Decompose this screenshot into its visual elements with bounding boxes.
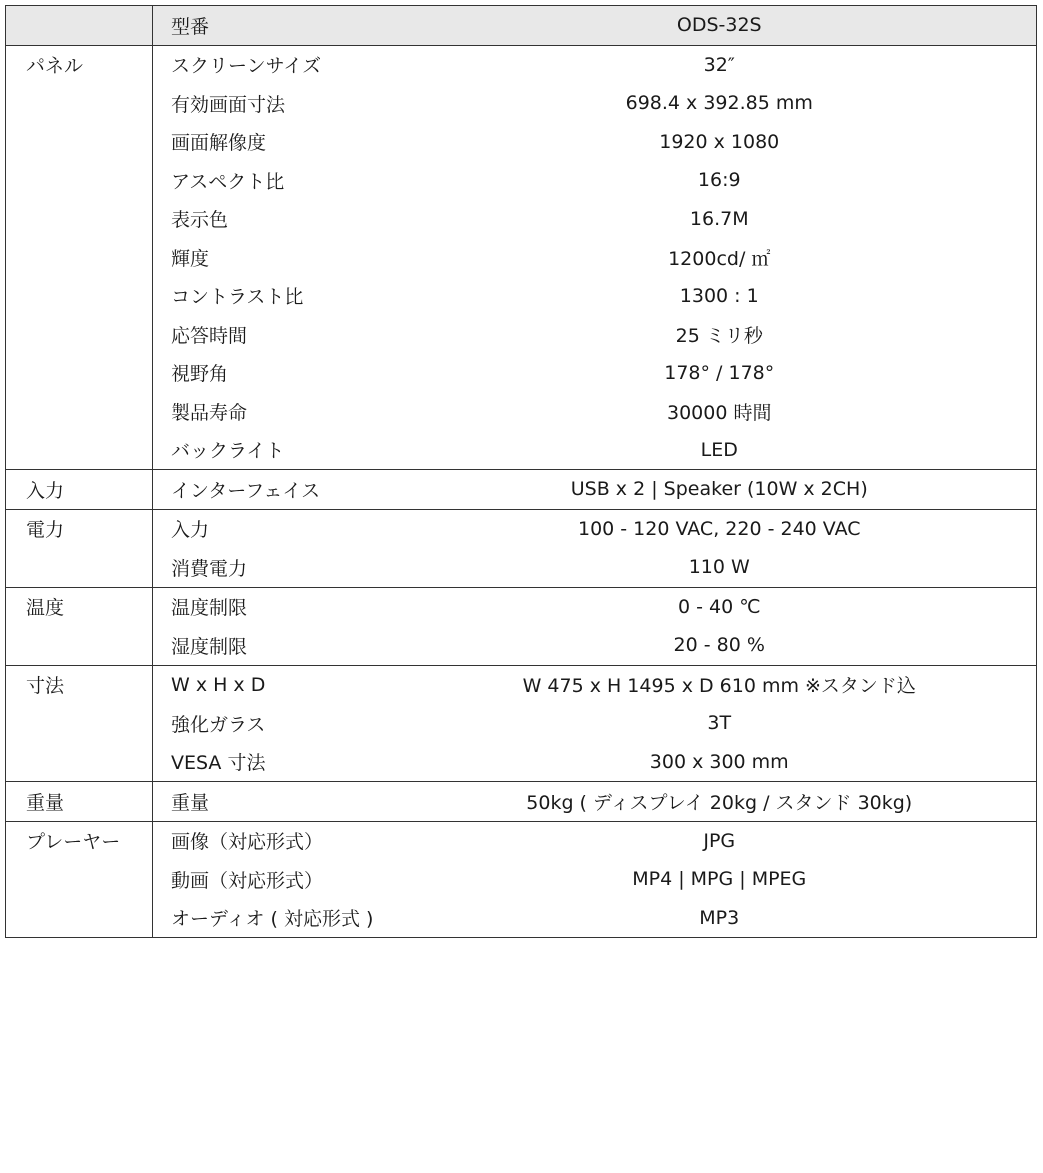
category-cell	[6, 899, 153, 938]
value-cell: 1300 : 1	[403, 277, 1037, 316]
spec-row	[6, 277, 1037, 316]
spec-row	[6, 431, 1037, 470]
spec-row	[6, 626, 1037, 665]
item-cell: 重量	[153, 782, 403, 822]
spec-table-body	[6, 6, 1037, 938]
value-cell: MP3	[403, 899, 1037, 938]
value-cell: 16.7M	[403, 200, 1037, 239]
category-cell: パネル	[6, 45, 153, 84]
value-cell: 30000 時間	[403, 392, 1037, 431]
spec-row	[6, 45, 1037, 84]
item-cell: 画像（対応形式）	[171, 831, 324, 854]
item-cell: 画面解像度	[171, 132, 267, 155]
category-cell	[6, 548, 153, 587]
category-cell	[6, 743, 153, 782]
value-cell: 50kg ( ディスプレイ 20kg / スタンド 30kg)	[403, 782, 1037, 822]
value-cell: 1920 x 1080	[403, 123, 1037, 162]
spec-row	[6, 238, 1037, 277]
value-cell: 3T	[403, 704, 1037, 743]
spec-row	[6, 509, 1037, 548]
value-cell: 0 - 40 ℃	[403, 587, 1037, 626]
category-cell	[6, 431, 153, 470]
item-cell: インターフェイス	[153, 470, 403, 510]
value-cell: 25 ミリ秒	[403, 315, 1037, 354]
item-cell: W x H x D	[171, 673, 266, 696]
item-cell: 消費電力	[153, 548, 403, 587]
item-cell: 温度制限	[171, 597, 248, 620]
spec-row	[6, 821, 1037, 860]
value-cell: 16:9	[403, 161, 1037, 200]
category-cell	[6, 860, 153, 899]
header-model-cell: ODS-32S	[403, 6, 1037, 46]
spec-row	[6, 743, 1037, 782]
item-cell: バックライト	[153, 431, 403, 470]
header-item-cell: 型番	[153, 6, 403, 46]
value-cell: 300 x 300 mm	[403, 743, 1037, 782]
item-cell: 輝度	[171, 247, 210, 270]
header-row	[6, 6, 1037, 46]
value-cell: 698.4 x 392.85 mm	[403, 84, 1037, 123]
value-cell: 20 - 80 %	[403, 626, 1037, 665]
item-cell: オーディオ ( 対応形式 )	[153, 899, 403, 938]
category-cell	[6, 354, 153, 393]
category-cell	[6, 123, 153, 162]
spec-row	[6, 315, 1037, 354]
category-cell: 寸法	[6, 665, 153, 704]
value-cell: W 475 x H 1495 x D 610 mm ※スタンド込	[403, 665, 1037, 704]
item-cell: VESA 寸法	[153, 743, 403, 782]
value-cell: 1200cd/ ㎡	[403, 238, 1037, 277]
category-cell	[6, 84, 153, 123]
header-category-cell	[6, 6, 153, 46]
spec-row	[6, 123, 1037, 162]
spec-row	[6, 665, 1037, 704]
item-cell: コントラスト比	[171, 286, 304, 309]
item-cell: 視野角	[171, 363, 229, 386]
category-cell	[6, 161, 153, 200]
spec-row	[6, 860, 1037, 899]
category-cell: プレーヤー	[6, 821, 153, 860]
value-cell: 178° / 178°	[403, 354, 1037, 393]
spec-row	[6, 392, 1037, 431]
item-cell: 動画（対応形式）	[171, 869, 324, 892]
value-cell: JPG	[403, 821, 1037, 860]
spec-row	[6, 782, 1037, 822]
category-cell: 重量	[6, 782, 153, 822]
spec-row	[6, 354, 1037, 393]
item-cell: 製品寿命	[171, 401, 248, 424]
spec-row	[6, 548, 1037, 587]
spec-row	[6, 470, 1037, 510]
item-cell: 有効画面寸法	[171, 93, 286, 116]
spec-row	[6, 587, 1037, 626]
spec-row	[6, 899, 1037, 938]
value-cell: USB x 2 | Speaker (10W x 2CH)	[403, 470, 1037, 510]
category-cell: 入力	[6, 470, 153, 510]
category-cell	[6, 704, 153, 743]
category-cell: 温度	[6, 587, 153, 626]
item-cell: 応答時間	[171, 324, 248, 347]
category-cell	[6, 200, 153, 239]
value-cell: 100 - 120 VAC, 220 - 240 VAC	[403, 509, 1037, 548]
value-cell: MP4 | MPG | MPEG	[403, 860, 1037, 899]
spec-row	[6, 704, 1037, 743]
value-cell: 110 W	[403, 548, 1037, 587]
category-cell	[6, 238, 153, 277]
spec-row	[6, 200, 1037, 239]
item-cell: スクリーンサイズ	[171, 55, 322, 78]
item-cell: アスペクト比	[171, 170, 285, 193]
category-cell	[6, 626, 153, 665]
spec-row	[6, 161, 1037, 200]
category-cell	[6, 315, 153, 354]
category-cell	[6, 392, 153, 431]
item-cell: 強化ガラス	[171, 713, 266, 736]
category-cell: 電力	[6, 509, 153, 548]
item-cell: 入力	[171, 519, 210, 542]
item-cell: 湿度制限	[153, 626, 403, 665]
item-cell: 表示色	[171, 209, 229, 232]
spec-row	[6, 84, 1037, 123]
value-cell: 32″	[403, 45, 1037, 84]
category-cell	[6, 277, 153, 316]
spec-table	[5, 5, 1037, 938]
value-cell: LED	[403, 431, 1037, 470]
